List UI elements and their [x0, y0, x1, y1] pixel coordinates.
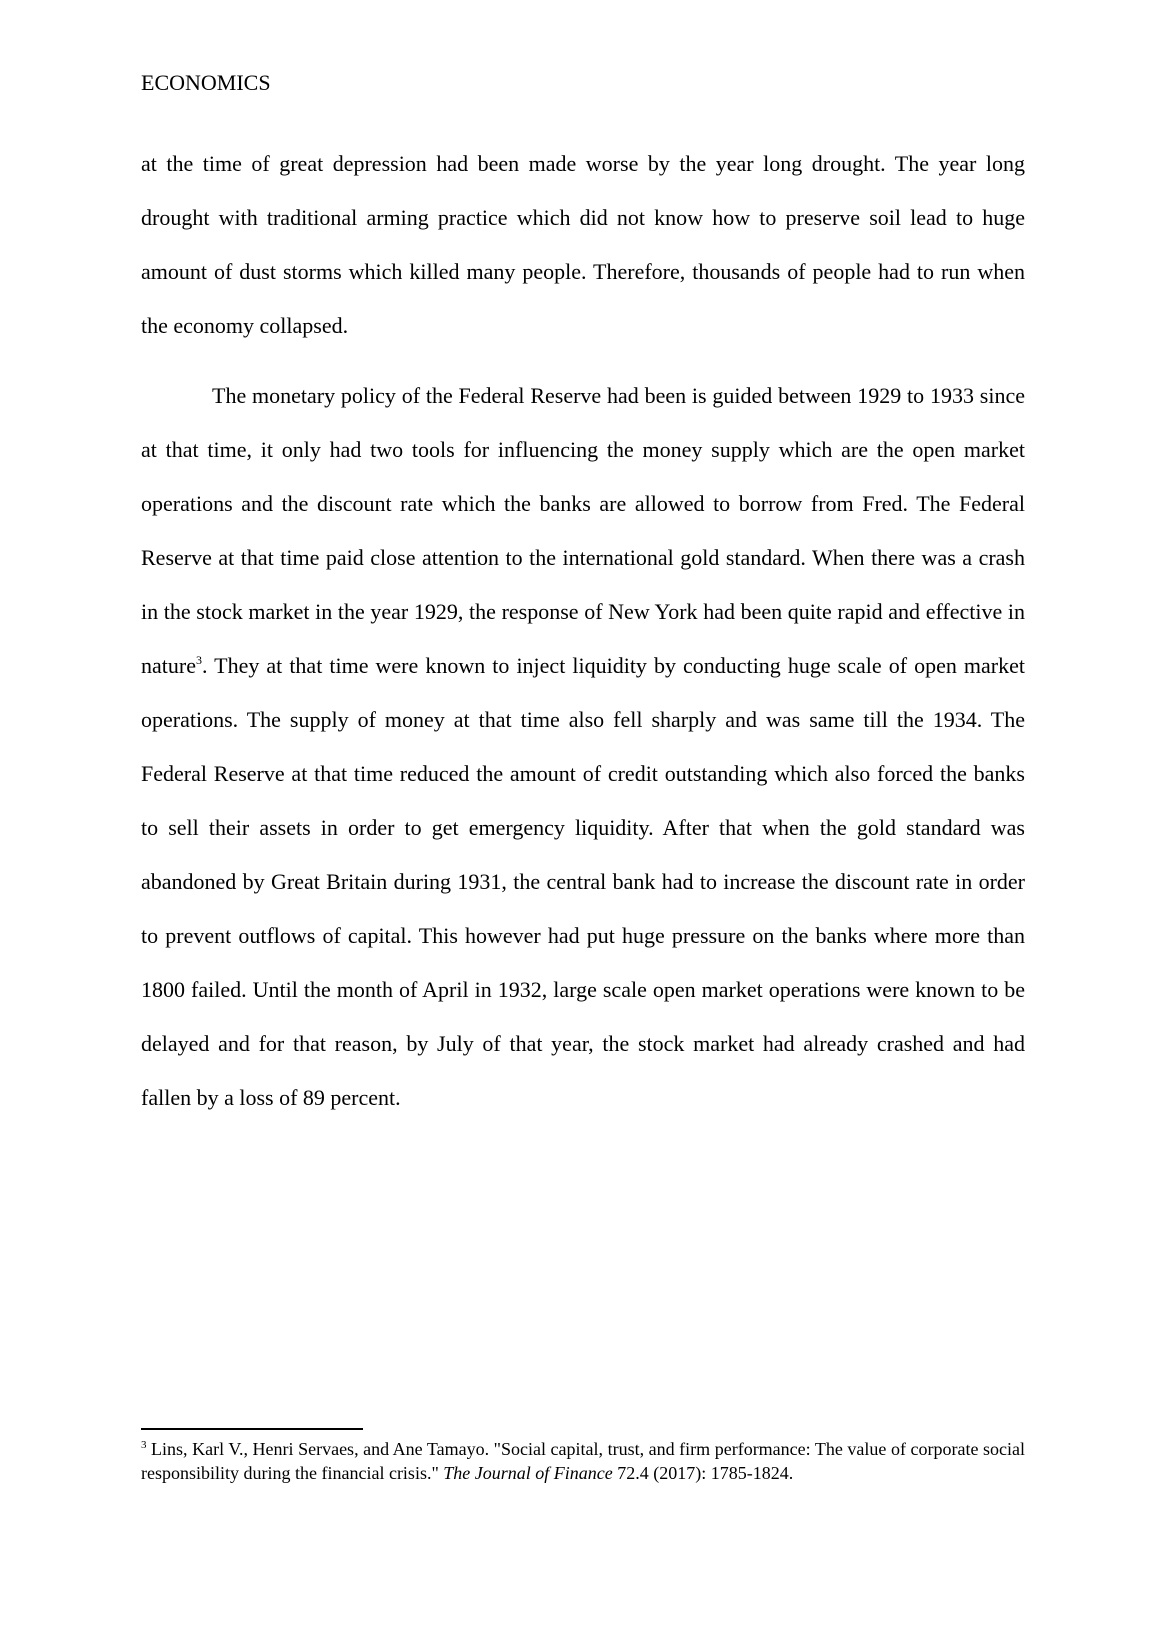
footnote-citation-text: Lins, Karl V., Henri Servaes, and Ane Tamayo. "Social capital, trust, and firm performance: The value of corporate social responsibility during the financial crisis." [141, 1439, 1025, 1483]
footnote [141, 1437, 1025, 1485]
footnote-number: 3 [141, 1439, 147, 1451]
body-text [141, 137, 1025, 1125]
paragraph-1: at the time of great depression had been made worse by the year long drought. The year long drought with traditional arming practice which did not know how to preserve soil lead to huge amount of dust storms which killed many people. Therefore, thousands of people had to run when the economy collapsed. [141, 151, 1025, 338]
footnote-reference[interactable]: 3 [195, 653, 202, 667]
paragraph-2 [141, 369, 1025, 1125]
paragraph-2-part-1: The monetary policy of the Federal Reserve had been is guided between 1929 to 1933 since at that time, it only had two tools for influencing the money supply which are the open market operations and the discount rate which the banks are allowed to borrow from Fred. The Federal Reserve at that time paid close attention to the international gold standard. When there was a crash in the stock market in the year 1929, the response of New York had been quite rapid and effective in nature [141, 383, 1025, 678]
footnote-journal-title: The Journal of Finance [443, 1463, 613, 1483]
footnote-citation-details: 72.4 (2017): 1785-1824. [612, 1463, 794, 1483]
footnote-separator [141, 1428, 363, 1430]
paragraph-2-part-2: . They at that time were known to inject liquidity by conducting huge scale of open market operations. The supply of money at that time also fell sharply and was same till the 1934. The Federal Reserve at that time reduced the amount of credit outstanding which also forced the banks to sell their assets in order to get emergency liquidity. After that when the gold standard was abandoned by Great Britain during 1931, the central bank had to increase the discount rate in order to prevent outflows of capital. This however had put huge pressure on the banks where more than 1800 failed. Until the month of April in 1932, large scale open market operations were known to be delayed and for that reason, by July of that year, the stock market had already crashed and had fallen by a loss of 89 percent. [141, 653, 1025, 1110]
running-head: ECONOMICS [141, 70, 271, 95]
